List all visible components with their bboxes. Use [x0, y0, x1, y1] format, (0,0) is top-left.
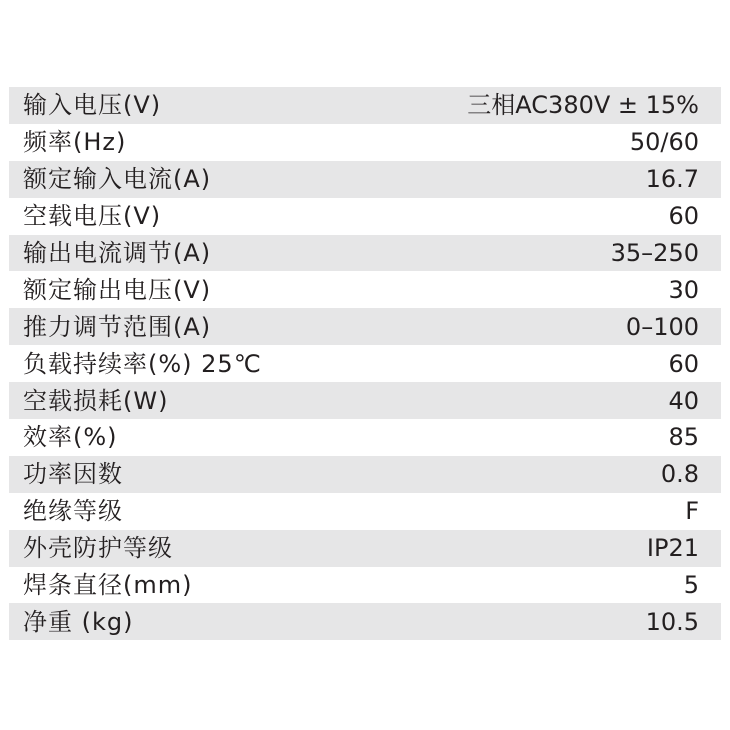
spec-row-output-current-range: [9, 235, 721, 272]
spec-value: 30: [668, 275, 699, 304]
spec-row-frequency: [9, 124, 721, 161]
spec-value: 35–250: [610, 239, 699, 267]
spec-value: 40: [668, 386, 699, 415]
spec-label: 空载损耗(W): [23, 386, 169, 415]
spec-row-no-load-loss: [9, 382, 721, 419]
spec-row-insulation-class: [9, 493, 721, 530]
spec-value: F: [685, 497, 699, 526]
spec-label: 推力调节范围(A): [23, 312, 212, 341]
spec-row-power-factor: [9, 456, 721, 493]
spec-row-input-voltage: [9, 87, 721, 124]
spec-label: 额定输出电压(V): [23, 275, 212, 304]
spec-label: 绝缘等级: [23, 497, 123, 526]
spec-row-efficiency: [9, 419, 721, 456]
spec-label: 外壳防护等级: [23, 534, 173, 563]
spec-table: [9, 87, 721, 640]
spec-row-protection-class: [9, 530, 721, 567]
spec-label: 输入电压(V): [23, 91, 162, 120]
spec-label: 焊条直径(mm): [23, 571, 193, 600]
spec-row-duty-cycle: [9, 345, 721, 382]
spec-value: 50/60: [629, 128, 699, 157]
spec-row-arc-force-range: [9, 308, 721, 345]
spec-value: 85: [668, 423, 699, 452]
spec-row-no-load-voltage: [9, 198, 721, 235]
spec-value: IP21: [646, 534, 699, 563]
spec-value: 60: [668, 349, 699, 378]
spec-label: 频率(Hz): [23, 128, 127, 157]
spec-label: 负载持续率(%) 25℃: [23, 349, 262, 378]
spec-value: 10.5: [645, 607, 699, 636]
spec-value: 0.8: [660, 460, 699, 489]
spec-value: 60: [668, 202, 699, 231]
spec-row-rated-input-current: [9, 161, 721, 198]
spec-label: 额定输入电流(A): [23, 165, 212, 194]
spec-label: 功率因数: [23, 460, 123, 489]
spec-value: 5: [683, 571, 699, 600]
spec-row-electrode-diameter: [9, 567, 721, 604]
spec-label: 空载电压(V): [23, 202, 162, 231]
spec-row-rated-output-voltage: [9, 271, 721, 308]
spec-label: 净重 (kg): [23, 607, 134, 636]
spec-label: 输出电流调节(A): [23, 239, 212, 267]
spec-value: 16.7: [645, 165, 699, 194]
spec-label: 效率(%): [23, 423, 118, 452]
spec-row-net-weight: [9, 603, 721, 640]
spec-value: 三相AC380V ± 15%: [467, 91, 699, 120]
spec-value: 0–100: [625, 312, 699, 341]
